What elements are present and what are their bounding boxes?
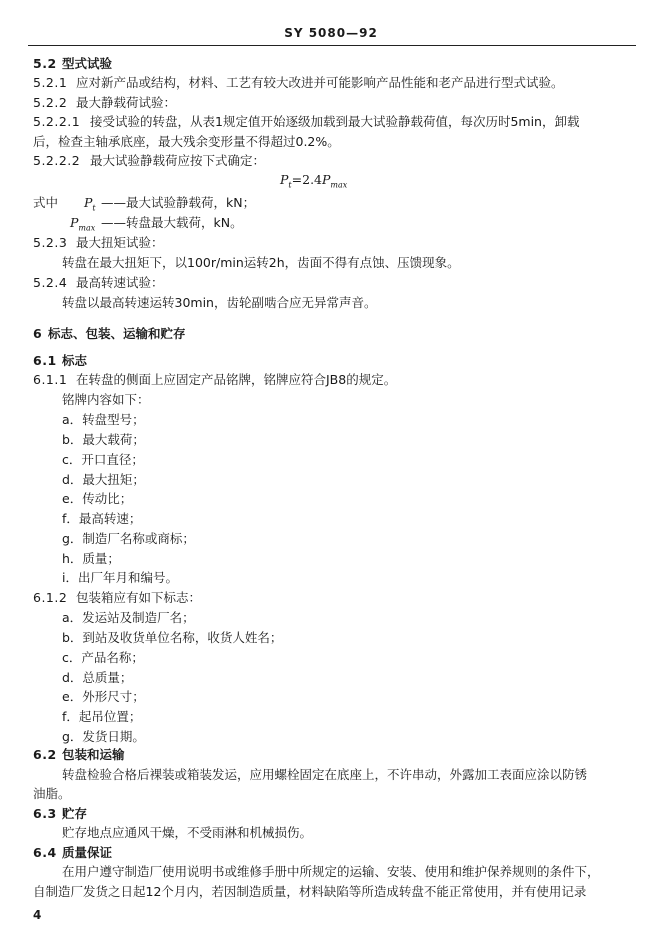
clause-text: 接受试验的转盘，从表1规定值开始逐级加载到最大试验静载荷值，每次历时5min，卸载 — [90, 114, 580, 129]
section-number: 6.2 — [33, 747, 57, 762]
list-item-text: e．外形尺寸； — [62, 689, 145, 704]
section-number: 6.4 — [33, 845, 57, 860]
list-item-text: d．最大扭矩； — [62, 472, 145, 487]
section-title: 质量保证 — [62, 845, 113, 860]
formula — [280, 172, 347, 190]
clause-number: 5.2.1 — [33, 75, 68, 90]
page-number: 4 — [33, 908, 42, 922]
formula-rhs-symbol: P — [322, 172, 331, 187]
section-number: 6.1 — [33, 353, 57, 368]
var-symbol: P — [84, 195, 93, 210]
clause-text: 转盘在最大扭矩下，以100r/min运转2h，齿面不得有点蚀、压馈现象。 — [62, 255, 460, 270]
section-number: 6.3 — [33, 806, 57, 821]
list-item-text: i．出厂年月和编号。 — [62, 570, 178, 585]
clause-number: 5.2.2.1 — [33, 114, 81, 129]
clause-number: 5.2.3 — [33, 235, 68, 250]
clause-text: 最大静载荷试验： — [76, 95, 177, 110]
clause-number: 6.1.1 — [33, 372, 68, 387]
header-rule — [28, 45, 636, 46]
list-item-text: f．起吊位置； — [62, 709, 142, 724]
section-number: 6 — [33, 326, 42, 341]
var-pmax — [70, 215, 95, 237]
list-item-text: f．最高转速； — [62, 511, 142, 526]
clause-text: 后，检查主轴承底座，最大残余变形量不得超过0.2%。 — [33, 134, 340, 149]
clause-number: 5.2.2.2 — [33, 153, 81, 168]
list-item-text: c．开口直径； — [62, 452, 144, 467]
clause-text: 最大扭矩试验： — [76, 235, 164, 250]
list-item-text: b．最大载荷； — [62, 432, 145, 447]
body-text: 贮存地点应通风干燥，不受雨淋和机械损伤。 — [62, 825, 313, 840]
list-item-text: c．产品名称； — [62, 650, 144, 665]
clause-text: 应对新产品或结构，材料、工艺有较大改进并可能影响产品性能和老产品进行型式试验。 — [76, 75, 564, 90]
section-title: 贮存 — [62, 806, 88, 821]
clause-text: 最大试验静载荷应按下式确定： — [90, 153, 266, 168]
body-text: 油脂。 — [33, 786, 71, 801]
section-title: 标志、包装、运输和贮存 — [48, 326, 186, 341]
var-desc: ——最大试验静载荷，kN； — [101, 195, 256, 210]
page-header: SY 5080—92 — [284, 26, 378, 40]
clause-text: 最高转速试验： — [76, 275, 164, 290]
clause-number: 6.1.2 — [33, 590, 68, 605]
clause-text: 包装箱应有如下标志： — [76, 590, 202, 605]
section-title: 标志 — [62, 353, 88, 368]
list-item-text: a．发运站及制造厂名； — [62, 610, 195, 625]
section-title: 型式试验 — [62, 56, 113, 71]
body-text: 自制造厂发货之日起12个月内，若因制造质量，材料缺陷等所造成转盘不能正常使用，并有使用记录 — [33, 884, 587, 899]
list-item-text: d．总质量； — [62, 670, 133, 685]
var-pt — [84, 195, 96, 217]
body-text: 在用户遵守制造厂使用说明书或维修手册中所规定的运输、安装、使用和维护保养规则的条件下， — [62, 864, 600, 879]
list-item-text: g．发货日期。 — [62, 729, 145, 744]
clause-text: 在转盘的侧面上应固定产品铭牌，铭牌应符合JB8的规定。 — [76, 372, 397, 387]
var-desc: ——转盘最大载荷，kN。 — [101, 215, 243, 230]
formula-lhs-sub: t — [288, 180, 292, 190]
var-sub: max — [78, 223, 96, 233]
list-item-text: h．质量； — [62, 551, 120, 566]
clause-number: 5.2.4 — [33, 275, 68, 290]
clause-number: 5.2.2 — [33, 95, 68, 110]
list-item-text: g．制造厂名称或商标； — [62, 531, 195, 546]
formula-lhs-symbol: P — [280, 172, 289, 187]
var-sub: t — [92, 203, 96, 213]
clause-text: 铭牌内容如下： — [62, 392, 150, 407]
var-symbol: P — [70, 215, 79, 230]
list-item-text: a．转盘型号； — [62, 412, 145, 427]
body-text: 转盘检验合格后裸装或箱装发运，应用螺栓固定在底座上，不许串动，外露加工表面应涂以防锈 — [62, 767, 588, 782]
formula-rhs-sub: max — [330, 180, 348, 190]
list-item-text: b．到站及收货单位名称，收货人姓名； — [62, 630, 283, 645]
list-item-text: e．传动比； — [62, 491, 133, 506]
clause-text: 转盘以最高转速运转30min，齿轮副啮合应无异常声音。 — [62, 295, 377, 310]
where-label: 式中 — [33, 195, 59, 210]
formula-equals: =2.4 — [291, 172, 322, 187]
section-number: 5.2 — [33, 56, 57, 71]
section-title: 包装和运输 — [62, 747, 125, 762]
